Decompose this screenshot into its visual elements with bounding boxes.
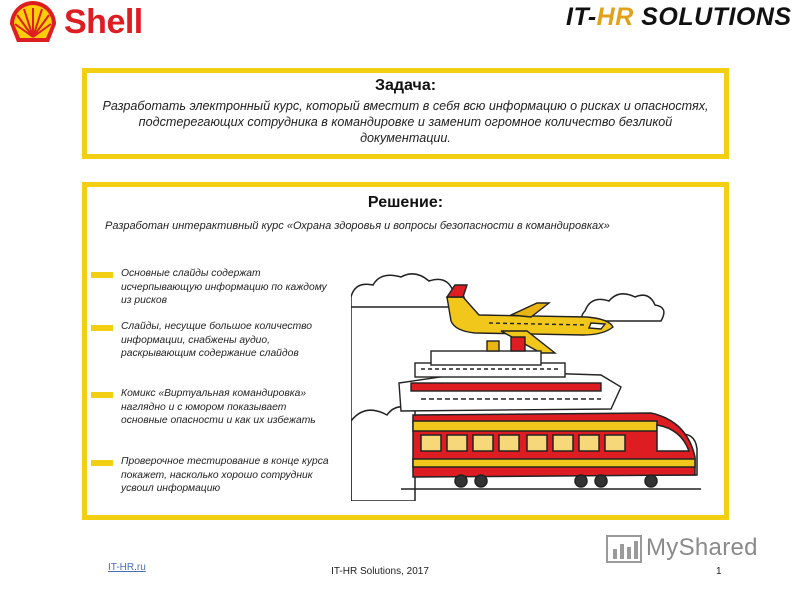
brand-name: Shell [64, 3, 143, 41]
partner-logo-prefix: IT- [566, 3, 597, 31]
it-hr-solutions-logo [566, 4, 792, 30]
bullet-text: Основные слайды содержат исчерпывающую информацию по каждому из рисков [121, 268, 327, 306]
solution-title: Решение: [367, 194, 444, 211]
solution-box [82, 182, 729, 520]
train-icon [401, 413, 701, 489]
task-box [82, 68, 729, 159]
page-number: 1 [716, 566, 722, 577]
bullet-marker [91, 272, 113, 278]
shell-logo-icon [4, 0, 62, 44]
solution-subtitle: Разработан интерактивный курс «Охрана здоровья и вопросы безопасности в командировках» [105, 220, 610, 232]
bullet-marker [91, 392, 113, 398]
bullet-marker [91, 325, 113, 331]
cruise-ship-icon [399, 337, 621, 411]
bullet-text: Слайды, несущие большое количество информации, снабжены аудио, раскрывающим содержание слайдов [121, 321, 313, 359]
footer-center-text: IT-HR Solutions, 2017 [331, 566, 429, 577]
task-text: Разработать электронный курс, который вместит в себя всю информацию о рисках и опасностях, подстерегающих сотрудника в командировке и заменит огромное количество безликой документации. [102, 99, 709, 145]
footer-link[interactable]: IT-HR.ru [108, 562, 146, 573]
partner-logo-suffix: SOLUTIONS [633, 3, 792, 31]
bullet-text: Комикс «Виртуальная командировка» наглядно и с юмором показывает основные опасности и как их избежать [121, 388, 316, 426]
chart-logo-icon [606, 535, 644, 565]
task-title: Задача: [374, 77, 437, 94]
bullet-marker [91, 460, 113, 466]
travel-illustration [351, 271, 707, 501]
watermark-text: MyShared [646, 534, 758, 561]
airplane-icon [447, 285, 613, 353]
partner-logo-accent: HR [596, 3, 634, 31]
bullet-text: Проверочное тестирование в конце курса покажет, насколько хорошо сотрудник усвоил информацию [121, 456, 329, 494]
